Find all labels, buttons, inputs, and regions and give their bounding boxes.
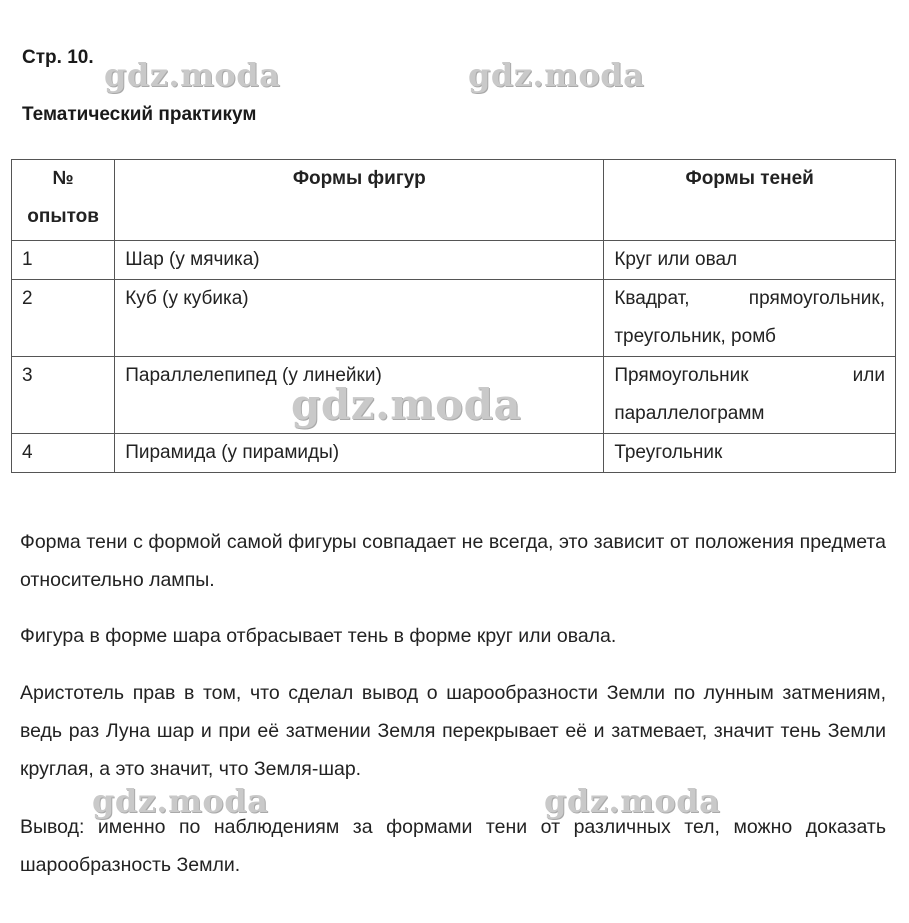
cell-shadow-shape: Прямоугольник или параллелограмм (604, 357, 896, 434)
header-shadow-shapes: Формы теней (604, 160, 896, 241)
header-experiment-number: № опытов (12, 160, 115, 241)
watermark-text: gdz.moda (104, 56, 281, 94)
cell-experiment-number: 1 (12, 241, 115, 280)
watermark-text: gdz.moda (92, 782, 269, 820)
table-row (12, 357, 896, 434)
cell-figure-shape: Параллелепипед (у линейки) (115, 357, 604, 434)
table-row (12, 241, 896, 280)
section-title: Тематический практикум (22, 104, 257, 125)
cell-experiment-number: 3 (12, 357, 115, 434)
paragraph-sphere-shadow: Фигура в форме шара отбрасывает тень в форме круг или овала. (20, 625, 617, 647)
paragraph-aristotle: Аристотель прав в том, что сделал вывод о шарообразности Земли по лунным затмениям, ведь раз Луна шар и при её затмении Земля перекрывает её и затмевает, значит тень Земли круглая, а это значит, что Земля-шар. (20, 682, 886, 780)
page-reference: Стр. 10. (22, 47, 94, 68)
paragraph-shadow-form: Форма тени с формой самой фигуры совпадает не всегда, это зависит от положения предмета относительно лампы. (20, 531, 886, 591)
cell-shadow-shape: Круг или овал (604, 241, 896, 280)
cell-figure-shape: Куб (у кубика) (115, 280, 604, 357)
watermark-text: gdz.moda (291, 380, 522, 429)
cell-shadow-shape: Треугольник (604, 434, 896, 473)
cell-experiment-number: 2 (12, 280, 115, 357)
experiments-table (11, 159, 896, 473)
table-header-row (12, 160, 896, 241)
cell-experiment-number: 4 (12, 434, 115, 473)
watermark-text: gdz.moda (468, 56, 645, 94)
cell-shadow-shape: Квадрат, прямоугольник, треугольник, ромб (604, 280, 896, 357)
cell-figure-shape: Пирамида (у пирамиды) (115, 434, 604, 473)
paragraph-conclusion: Вывод: именно по наблюдениям за формами тени от различных тел, можно доказать шарообразность Земли. (20, 816, 886, 876)
header-figure-shapes: Формы фигур (115, 160, 604, 241)
cell-figure-shape: Шар (у мячика) (115, 241, 604, 280)
table-row (12, 434, 896, 473)
watermark-text: gdz.moda (544, 782, 721, 820)
table-row (12, 280, 896, 357)
